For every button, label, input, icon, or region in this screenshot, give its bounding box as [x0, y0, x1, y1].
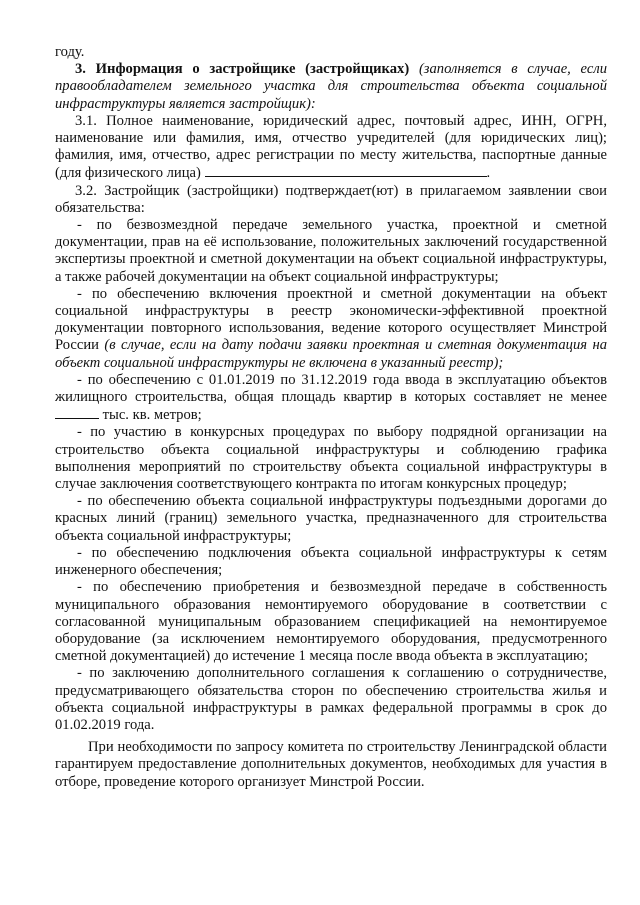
paragraph-3-1-text: 3.1. Полное наименование, юридический адрес, почтовый адрес, ИНН, ОГРН, наименование или фамилия, имя, отчество учредителей (для юридических лиц); фамилия, имя, отчество, адрес регистрации по месту жительства, паспортные данные (для физического лица) [55, 112, 607, 182]
obligation-item-2 [55, 286, 607, 372]
section-3-note: (заполняется в случае, если правообладателем земельного участка для строительства объекта социальной инфраструктуры является застройщик): [55, 61, 607, 112]
obligation-item-3-text: - по обеспечению с 01.01.2019 по 31.12.2019 года ввода в эксплуатацию объектов жилищного строительства, общая площадь квартир в которых составляет не менее [55, 371, 607, 406]
paragraph-3-1-end: . [486, 165, 491, 182]
final-paragraph: При необходимости по запросу комитета по строительству Ленинградской области гарантируем предоставление дополнительных документов, необходимых для участия в отборе, проведение которого организует Минстрой России. [55, 739, 607, 790]
section-3-title: 3. Информация о застройщике (застройщиках) [75, 61, 410, 78]
obligation-item-3-end: тыс. кв. метров; [99, 407, 202, 424]
obligation-item-2-text: - по обеспечению включения проектной и сметной документации на объект социальной инфраструктуры в реестр экономически-эффективной проектной документации повторного использования, ведение которого осуществляет Минстрой России [55, 285, 607, 354]
paragraph-3-1 [55, 113, 607, 183]
continuation-line: году. [55, 44, 85, 60]
obligation-item-4: - по участию в конкурсных процедурах по выбору подрядной организации на строительство объекта социальной инфраструктуры и соблюдению графика выполнения мероприятий по строительству объекта социальной инфраструктуры в случае заключения соответствующего контракта по итогам конкурсных процедур; [55, 424, 607, 493]
obligation-item-8: - по заключению дополнительного соглашения к соглашению о сотрудничестве, предусматривающего обязательства сторон по обеспечению строительства жилья и объекта социальной инфраструктуры в рамках федеральной программы в срок до 01.02.2019 года. [55, 665, 607, 733]
obligation-item-1: - по безвозмездной передаче земельного участка, проектной и сметной документации, прав на её использование, положительных заключений государственной экспертизы проектной и сметной документации на объект социальной инфраструктуры, а также рабочей документации на объект социальной инфраструктуры; [55, 217, 607, 285]
obligation-item-3 [55, 372, 607, 425]
obligation-item-2-note: (в случае, если на дату подачи заявки проектная и сметная документация на объект социальной инфраструктуры не включена в указанный реестр); [55, 337, 607, 371]
area-blank [55, 406, 99, 419]
obligation-item-6: - по обеспечению подключения объекта социальной инфраструктуры к сетям инженерного обеспечения; [55, 544, 607, 579]
applicant-data-blank [205, 164, 487, 177]
paragraph-3-2: 3.2. Застройщик (застройщики) подтверждает(ют) в прилагаемом заявлении свои обязательства: [55, 182, 607, 216]
section-3-heading [55, 61, 607, 113]
obligation-item-7: - по обеспечению приобретения и безвозмездной передаче в собственность муниципального образования немонтируемого оборудованиe в соответствии с согласованной муниципальным образованием спецификацией на немонтируемое оборудование (за исключением немонтируемого оборудования, предусмотренного сметной документацией) до истечение 1 месяца после ввода объекта в эксплуатацию; [55, 579, 607, 665]
obligation-item-5: - по обеспечению объекта социальной инфраструктуры подъездными дорогами до красных линий (границ) земельного участка, предназначенного для строительства объекта социальной инфраструктуры; [55, 493, 607, 544]
